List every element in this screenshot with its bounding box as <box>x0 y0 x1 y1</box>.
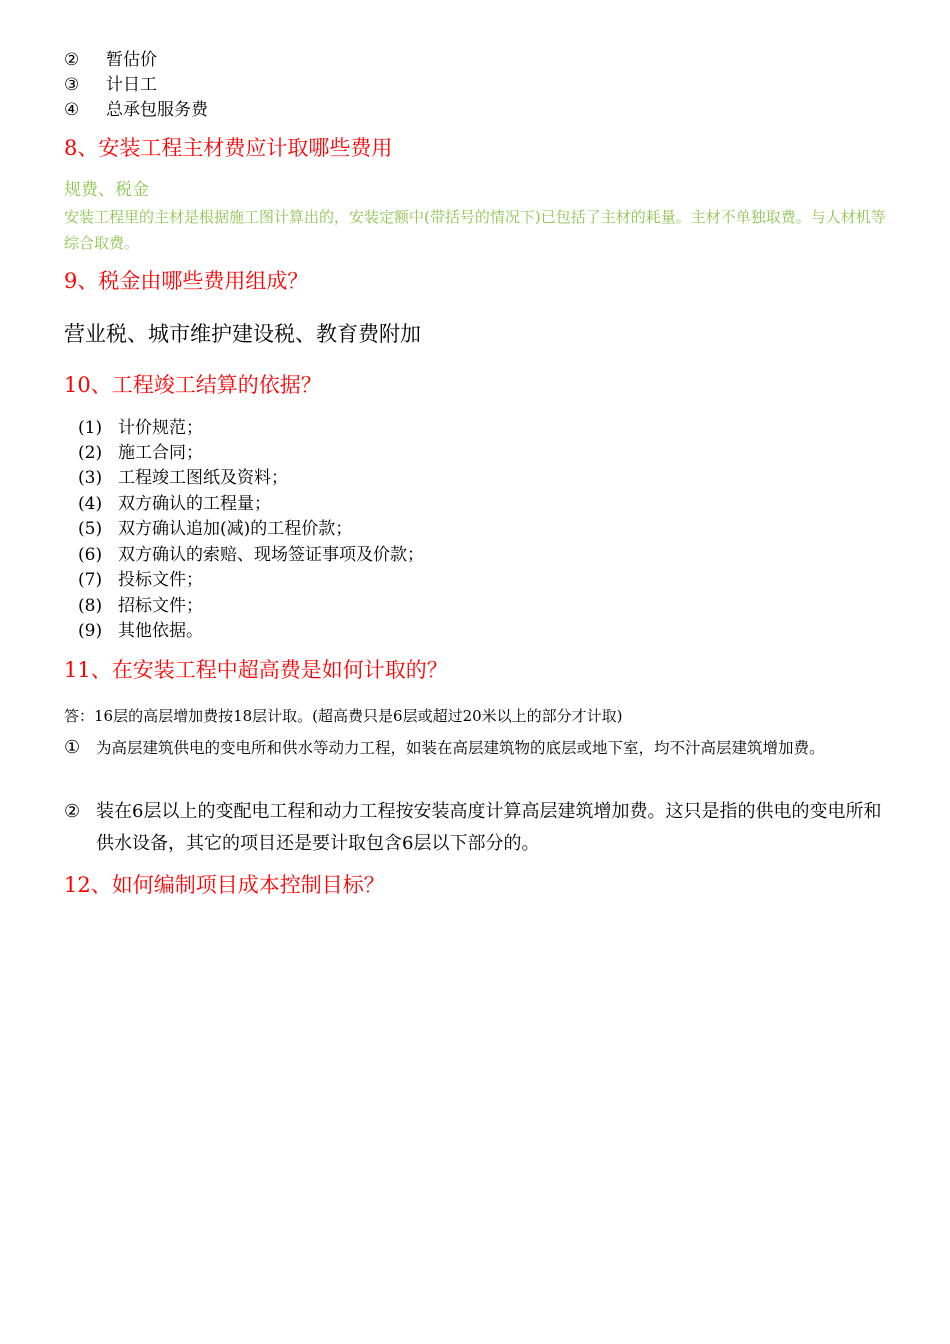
answer-9: 营业税、城市维护建设税、教育费附加 <box>64 322 421 346</box>
item-text: 双方确认追加(减)的工程价款； <box>118 519 353 539</box>
item-number: (3) <box>78 468 103 488</box>
list-item <box>78 418 203 438</box>
list-item-text: 暂估价 <box>106 50 157 70</box>
item-number: (2) <box>78 443 103 463</box>
item-text: 计价规范； <box>118 418 203 438</box>
list-item <box>78 443 203 463</box>
item-number: (4) <box>78 494 103 514</box>
item-text: 为高层建筑供电的变电所和供水等动力工程，如装在高层建筑物的底层或地下室，均不汁高层建筑增加费。 <box>96 739 825 757</box>
list-item <box>78 570 203 590</box>
list-item <box>64 732 894 796</box>
list-marker: ③ <box>64 75 80 95</box>
item-number: (8) <box>78 596 103 616</box>
question-heading-10: 10、工程竣工结算的依据？ <box>64 373 322 397</box>
list-item <box>64 796 894 860</box>
answer-body-8: 安装工程里的主材是根据施工图计算出的，安装定额中(带括号的情况下)已包括了主材的耗量。主材不单独取费。与人材机等综合取费。 <box>64 208 886 252</box>
list-marker: ② <box>64 50 80 70</box>
item-text: 工程竣工图纸及资料； <box>118 468 288 488</box>
item-text: 双方确认的索赔、现场签证事项及价款； <box>118 545 424 565</box>
answer-11: 答：16层的高层增加费按18层计取。(超高费只是6层或超过20米以上的部分才计取) <box>64 707 623 725</box>
list-item <box>78 545 424 565</box>
item-text: 招标文件； <box>118 596 203 616</box>
list-item-text: 计日工 <box>106 75 157 95</box>
list-item-text: 总承包服务费 <box>106 100 208 120</box>
list-item <box>78 519 352 539</box>
question-heading-9: 9、税金由哪些费用组成？ <box>64 269 309 293</box>
answer-title-8: 规费、税金 <box>64 180 149 200</box>
item-text: 其他依据。 <box>118 621 203 641</box>
question-heading-12: 12、如何编制项目成本控制目标？ <box>64 873 385 897</box>
item-number: (7) <box>78 570 103 590</box>
item-number: (5) <box>78 519 103 539</box>
list-item <box>78 494 271 514</box>
item-text: 双方确认的工程量； <box>118 494 271 514</box>
item-number: (1) <box>78 418 103 438</box>
list-marker: ② <box>64 801 81 822</box>
list-item <box>78 621 203 641</box>
item-text: 投标文件； <box>118 570 203 590</box>
item-text: 施工合同； <box>118 443 203 463</box>
list-item <box>78 596 203 616</box>
item-text: 装在6层以上的变配电工程和动力工程按安装高度计算高层建筑增加费。这只是指的供电的变电所和供水设备，其它的项目还是要计取包含6层以下部分的。 <box>96 801 882 854</box>
list-marker: ① <box>64 737 81 758</box>
item-number: (6) <box>78 545 103 565</box>
question-heading-11: 11、在安装工程中超高费是如何计取的？ <box>64 658 448 682</box>
item-number: (9) <box>78 621 103 641</box>
question-heading-8: 8、安装工程主材费应计取哪些费用 <box>64 136 393 160</box>
list-item <box>78 468 288 488</box>
list-marker: ④ <box>64 100 80 120</box>
